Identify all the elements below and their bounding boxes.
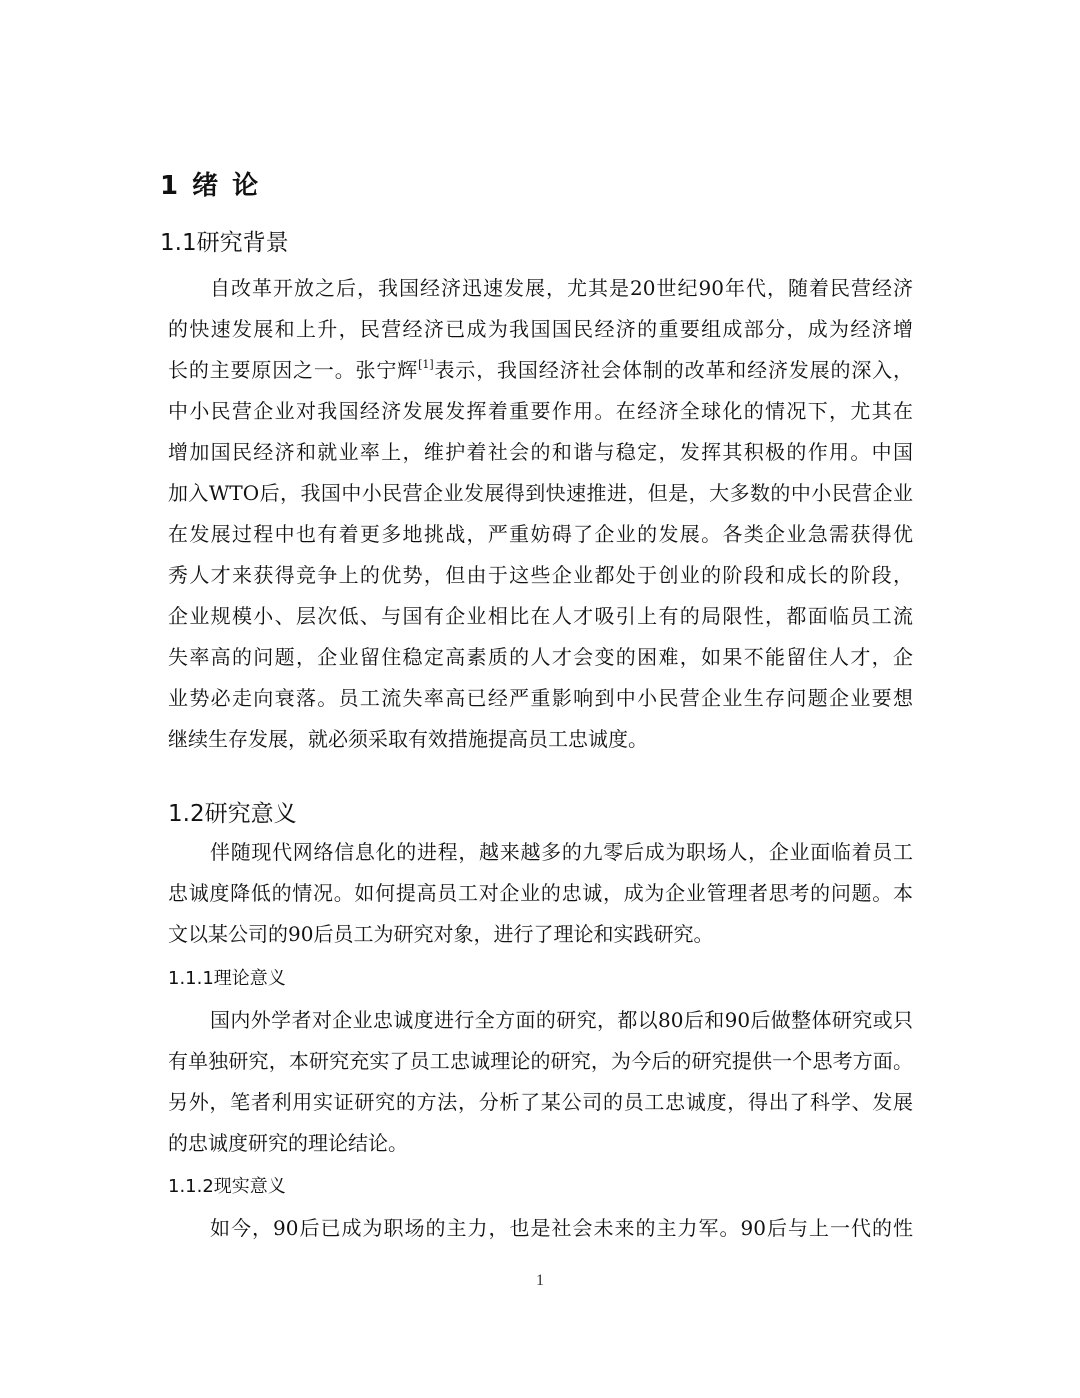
paragraph-practice (168, 1208, 913, 1249)
paragraph-line (168, 350, 913, 391)
paragraph-line: 的忠诚度研究的理论结论。 (168, 1131, 408, 1155)
citation-marker: [1] (418, 358, 434, 371)
paragraph-line: 伴随现代网络信息化的进程，越来越多的九零后成为职场人，企业面临着员工 (210, 840, 913, 864)
section-heading-significance: 1.2研究意义 (168, 801, 297, 827)
paragraph-line: 另外，笔者利用实证研究的方法，分析了某公司的员工忠诚度，得出了科学、发展 (168, 1090, 913, 1114)
chapter-number: 1 (160, 171, 181, 201)
paragraph-line: 失率高的问题，企业留住稳定高素质的人才会变的困难，如果不能留住人才，企 (168, 645, 913, 669)
paragraph-line: 秀人才来获得竞争上的优势，但由于这些企业都处于创业的阶段和成长的阶段， (168, 563, 913, 587)
line-text: 表示，我国经济社会体制的改革和经济发展的深入， (433, 358, 914, 382)
section-heading-background: 1.1研究背景 (160, 230, 289, 256)
line-text: 长的主要原因之一。张宁辉 (168, 358, 419, 382)
subsection-heading-practice: 1.1.2现实意义 (168, 1176, 286, 1197)
paragraph-line: 有单独研究，本研究充实了员工忠诚理论的研究，为今后的研究提供一个思考方面。 (168, 1049, 913, 1073)
chapter-title-part-2: 论 (232, 171, 261, 201)
paragraph-line: 继续生存发展，就必须采取有效措施提高员工忠诚度。 (168, 727, 648, 751)
paragraph-line: 企业规模小、层次低、与国有企业相比在人才吸引上有的局限性，都面临员工流 (168, 604, 913, 628)
paragraph-line: 忠诚度降低的情况。如何提高员工对企业的忠诚，成为企业管理者思考的问题。本 (168, 881, 913, 905)
paragraph-line: 中小民营企业对我国经济发展发挥着重要作用。在经济全球化的情况下，尤其在 (168, 399, 913, 423)
paragraph-line: 的快速发展和上升，民营经济已成为我国国民经济的重要组成部分，成为经济增 (168, 317, 913, 341)
paragraph-theory (168, 1000, 913, 1164)
paragraph-line: 国内外学者对企业忠诚度进行全方面的研究，都以80后和90后做整体研究或只 (210, 1008, 913, 1032)
paragraph-line: 在发展过程中也有着更多地挑战，严重妨碍了企业的发展。各类企业急需获得优 (168, 522, 913, 546)
paragraph-line: 如今，90后已成为职场的主力，也是社会未来的主力军。90后与上一代的性 (210, 1216, 913, 1240)
paragraph-background (168, 268, 913, 760)
paragraph-line: 加入WTO后，我国中小民营企业发展得到快速推进，但是，大多数的中小民营企业 (168, 481, 913, 505)
page-number: 1 (536, 1272, 544, 1289)
paragraph-significance (168, 832, 913, 955)
chapter-heading (160, 166, 260, 206)
paragraph-line: 自改革开放之后，我国经济迅速发展，尤其是20世纪90年代，随着民营经济 (210, 276, 913, 300)
paragraph-line: 增加国民经济和就业率上，维护着社会的和谐与稳定，发挥其积极的作用。中国 (168, 440, 913, 464)
chapter-title-part-1: 绪 (192, 171, 221, 201)
subsection-heading-theory: 1.1.1理论意义 (168, 968, 286, 989)
paragraph-line: 业势必走向衰落。员工流失率高已经严重影响到中小民营企业生存问题企业要想 (168, 686, 913, 710)
paragraph-line: 文以某公司的90后员工为研究对象，进行了理论和实践研究。 (168, 922, 714, 946)
